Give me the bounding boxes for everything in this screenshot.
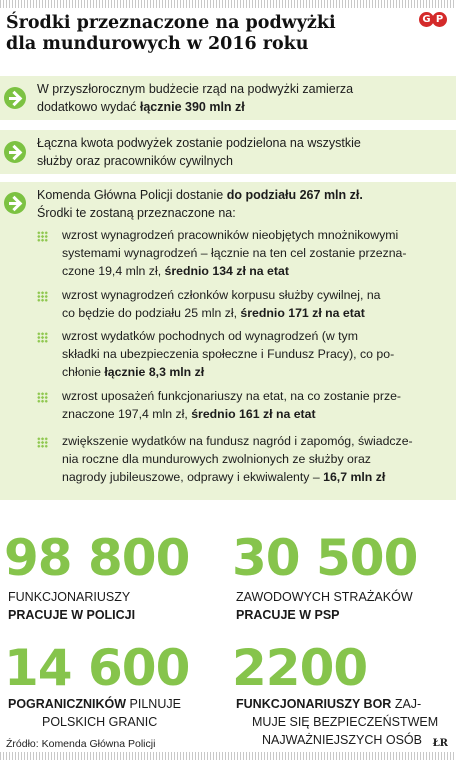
title-line-1: Środki przeznaczone na podwyżki	[6, 13, 336, 33]
sub-item-5: zwiększenie wydatków na fundusz nagród i zapomóg, świadcze- nia roczne dla mundurowych zwolnionych ze służby oraz nagrody jubileuszowe, odprawy i ekwiwalenty – 16,7 mln zł	[62, 434, 413, 484]
top-hatch-border	[0, 0, 456, 8]
info-panel-1	[0, 76, 456, 120]
info-text-2: Łączna kwota podwyżek zostanie podzielona na wszystkie służby oraz pracowników cywilnych	[37, 136, 361, 168]
bottom-hatch-border	[0, 752, 456, 760]
arrow-right-icon	[4, 141, 26, 163]
stat-number-bor: 2200	[232, 639, 368, 697]
publisher-logo	[421, 12, 447, 27]
arrow-right-icon	[4, 192, 26, 214]
bullet-icon	[37, 437, 48, 448]
bullet-icon	[37, 291, 48, 302]
sub-item-4: wzrost uposażeń funkcjonariuszy na etat, na co zostanie prze- znaczone 197,4 mln zł, średnio 161 zł na etat	[62, 389, 402, 421]
stat-number-police: 98 800	[4, 529, 190, 587]
stat-caption-police: FUNKCJONARIUSZY PRACUJE W POLICJI	[8, 590, 136, 622]
info-panel-2	[0, 130, 456, 174]
info-text-3: Komenda Główna Policji dostanie do podziału 267 mln zł. Środki te zostaną przeznaczone na:	[37, 188, 363, 220]
stat-caption-firefighters: ZAWODOWYCH STRAŻAKÓW PRACUJE W PSP	[236, 590, 413, 622]
stat-number-firefighters: 30 500	[232, 529, 418, 587]
bullet-icon	[37, 332, 48, 343]
arrow-right-icon	[4, 87, 26, 109]
info-panel-3	[0, 182, 456, 500]
sub-item-3: wzrost wydatków pochodnych od wynagrodzeń (w tym składki na ubezpieczenia społeczne i Fundusz Pracy), co po- chłonie łącznie 8,3 mln zł	[62, 329, 395, 379]
stat-caption-border-guards: POGRANICZNIKÓW PILNUJE POLSKICH GRANIC	[8, 697, 181, 729]
stat-number-border-guards: 14 600	[4, 639, 190, 697]
info-text-1: W przyszłorocznym budżecie rząd na podwyżki zamierza dodatkowo wydać łącznie 390 mln zł	[37, 82, 354, 114]
source-note: Źródło: Komenda Główna Policji	[6, 738, 156, 750]
stat-caption-bor: FUNKCJONARIUSZY BOR ZAJ- MUJE SIĘ BEZPIECZEŃSTWEM NAJWAŻNIEJSZYCH OSÓB	[236, 697, 439, 747]
author-credit: ŁR	[432, 738, 448, 749]
sub-item-1: wzrost wynagrodzeń pracowników nieobjętych mnożnikowymi systemami wynagrodzeń – łącznie na ten cel zostanie przezna- czone 19,4 mln zł, średnio 134 zł na etat	[62, 228, 407, 278]
logo-letter: G	[419, 12, 434, 27]
bullet-icon	[37, 392, 48, 403]
page-title	[6, 13, 396, 55]
bullet-icon	[37, 231, 48, 242]
logo-letter: P	[432, 12, 447, 27]
sub-item-2: wzrost wynagrodzeń członków korpusu służby cywilnej, na co będzie do podziału 25 mln zł, średnio 171 zł na etat	[62, 288, 381, 320]
title-line-2: dla mundurowych w 2016 roku	[6, 34, 309, 54]
